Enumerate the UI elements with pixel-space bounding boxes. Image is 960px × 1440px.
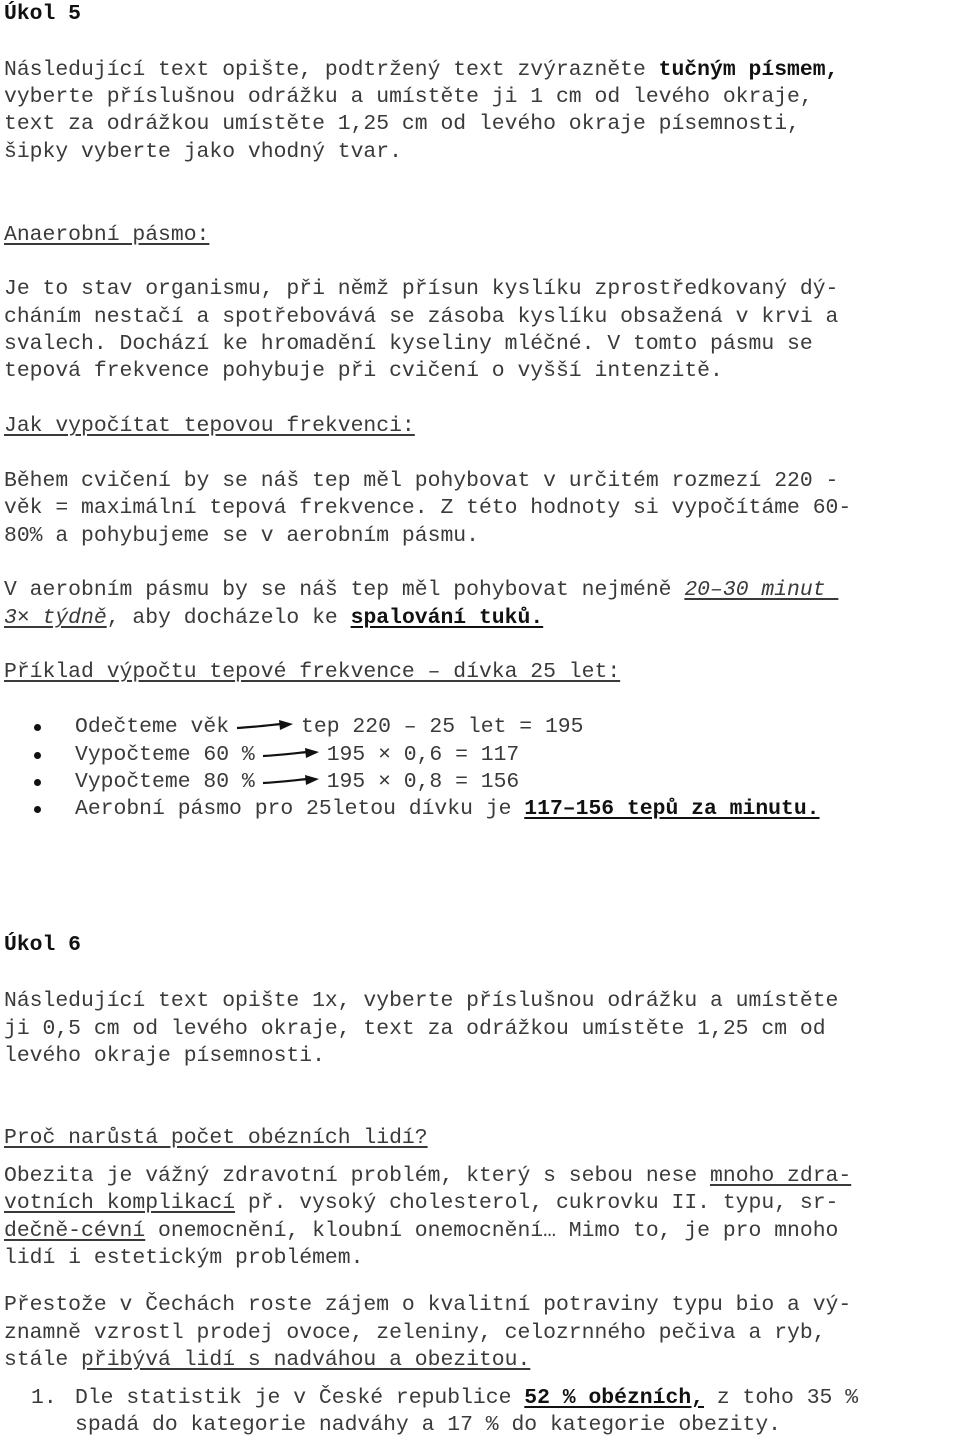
underlined-italic-text: 20–30 minut: [684, 578, 839, 602]
bold-underlined-text: 52 % obézních,: [524, 1386, 704, 1410]
bullet-text: Vypočteme 60 %: [75, 743, 255, 767]
paragraph-line: lidí i estetickým problémem.: [4, 1246, 364, 1270]
text-span: z toho 35 %: [704, 1386, 859, 1410]
paragraph-line: znamně vzrostl prodej ovoce, zeleniny, celozrnného pečiva a ryb,: [4, 1321, 826, 1345]
bold-underlined-text: spalování tuků.: [350, 606, 544, 630]
instruction-line: levého okraje písemnosti.: [4, 1044, 325, 1068]
instruction-line: vyberte příslušnou odrážku a umístěte ji 1 cm od levého okraje,: [4, 85, 813, 109]
bold-underlined-text: 117–156 tepů za minutu.: [524, 797, 820, 821]
paragraph-line: Přestože v Čechách roste zájem o kvalitní potraviny typu bio a vý-: [4, 1293, 852, 1317]
paragraph-line: Během cvičení by se náš tep měl pohybovat v určitém rozmezí 220 -: [4, 469, 839, 493]
underlined-text: mnoho zdra-: [710, 1164, 852, 1188]
paragraph-line: [4, 605, 543, 632]
text-span: Obezita je vážný zdravotní problém, který s sebou nese: [4, 1164, 711, 1188]
paragraph-line: Je to stav organismu, při němž přísun kyslíku zprostředkovaný dý-: [4, 277, 839, 301]
bullet-item: [75, 714, 583, 741]
subheading-obezita: Proč narůstá počet obézních lidí?: [4, 1126, 428, 1150]
paragraph-line: [4, 577, 838, 604]
paragraph-line: tepová frekvence pohybuje při cvičení o vyšší intenzitě.: [4, 359, 723, 383]
bullet-item: [75, 769, 519, 796]
bullet-icon: [34, 752, 41, 759]
instruction-line: šipky vyberte jako vhodný tvar.: [4, 140, 402, 164]
bullet-item: [75, 742, 519, 769]
instruction-line: Následující text opište 1x, vyberte příslušnou odrážku a umístěte: [4, 989, 839, 1013]
bullet-icon: [34, 806, 41, 813]
arrow-right-icon: [237, 720, 293, 732]
instruction-bold-text: tučným písmem,: [658, 58, 839, 82]
paragraph-line: [4, 1218, 838, 1245]
paragraph-line: věk = maximální tepová frekvence. Z této hodnoty si vypočítáme 60-: [4, 496, 852, 520]
bullet-item: [75, 796, 820, 823]
paragraph-line: cháním nestačí a spotřebovává se zásoba kyslíku obsažená v krvi a: [4, 305, 839, 329]
bullet-icon: [34, 724, 41, 731]
instruction-line: [4, 57, 838, 84]
text-span: onemocnění, kloubní onemocnění… Mimo to, je pro mnoho: [145, 1219, 839, 1243]
paragraph-line: [4, 1347, 530, 1374]
heading-ukol-5: Úkol 5: [4, 2, 82, 26]
text-span: stále: [4, 1348, 82, 1372]
numbered-item: [75, 1385, 858, 1412]
text-span: Dle statistik je v České republice: [75, 1386, 525, 1410]
paragraph-line: svalech. Dochází ke hromadění kyseliny mléčné. V tomto pásmu se: [4, 332, 813, 356]
bullet-text: Aerobní pásmo pro 25letou dívku je: [75, 797, 525, 821]
bullet-text: Odečteme věk: [75, 715, 230, 739]
bullet-result: 195 × 0,6 = 117: [326, 743, 520, 767]
instruction-text: Následující text opište, podtržený text zvýrazněte: [4, 58, 659, 82]
list-number: 1.: [31, 1386, 57, 1410]
text-span: V aerobním pásmu by se náš tep měl pohybovat nejméně: [4, 578, 685, 602]
underlined-italic-text: 3× týdně: [4, 606, 107, 630]
bullet-result: 195 × 0,8 = 156: [326, 770, 520, 794]
text-span: př. vysoký cholesterol, cukrovku II. typu, sr-: [235, 1191, 839, 1215]
arrow-right-icon: [263, 748, 319, 760]
paragraph-line: [4, 1163, 851, 1190]
paragraph-line: 80% a pohybujeme se v aerobním pásmu.: [4, 524, 479, 548]
instruction-line: ji 0,5 cm od levého okraje, text za odrážkou umístěte 1,25 cm od: [4, 1017, 826, 1041]
subheading-tepova-frekvence: Jak vypočítat tepovou frekvenci:: [4, 414, 415, 438]
bullet-icon: [34, 779, 41, 786]
subheading-anaerobni-pasmo: Anaerobní pásmo:: [4, 223, 210, 247]
instruction-line: text za odrážkou umístěte 1,25 cm od levého okraje písemnosti,: [4, 112, 800, 136]
bullet-text: Vypočteme 80 %: [75, 770, 255, 794]
text-span: , aby docházelo ke: [106, 606, 351, 630]
bullet-result: tep 220 – 25 let = 195: [301, 715, 584, 739]
heading-ukol-6: Úkol 6: [4, 933, 82, 957]
arrow-right-icon: [263, 775, 319, 787]
underlined-text: dečně-cévní: [4, 1219, 146, 1243]
subheading-priklad-vypoctu: Příklad výpočtu tepové frekvence – dívka 25 let:: [4, 660, 621, 684]
underlined-text: votních komplikací: [4, 1191, 236, 1215]
numbered-item-line: spadá do kategorie nadváhy a 17 % do kategorie obezity.: [75, 1413, 782, 1437]
paragraph-line: [4, 1190, 838, 1217]
underlined-text: přibývá lidí s nadváhou a obezitou.: [81, 1348, 531, 1372]
